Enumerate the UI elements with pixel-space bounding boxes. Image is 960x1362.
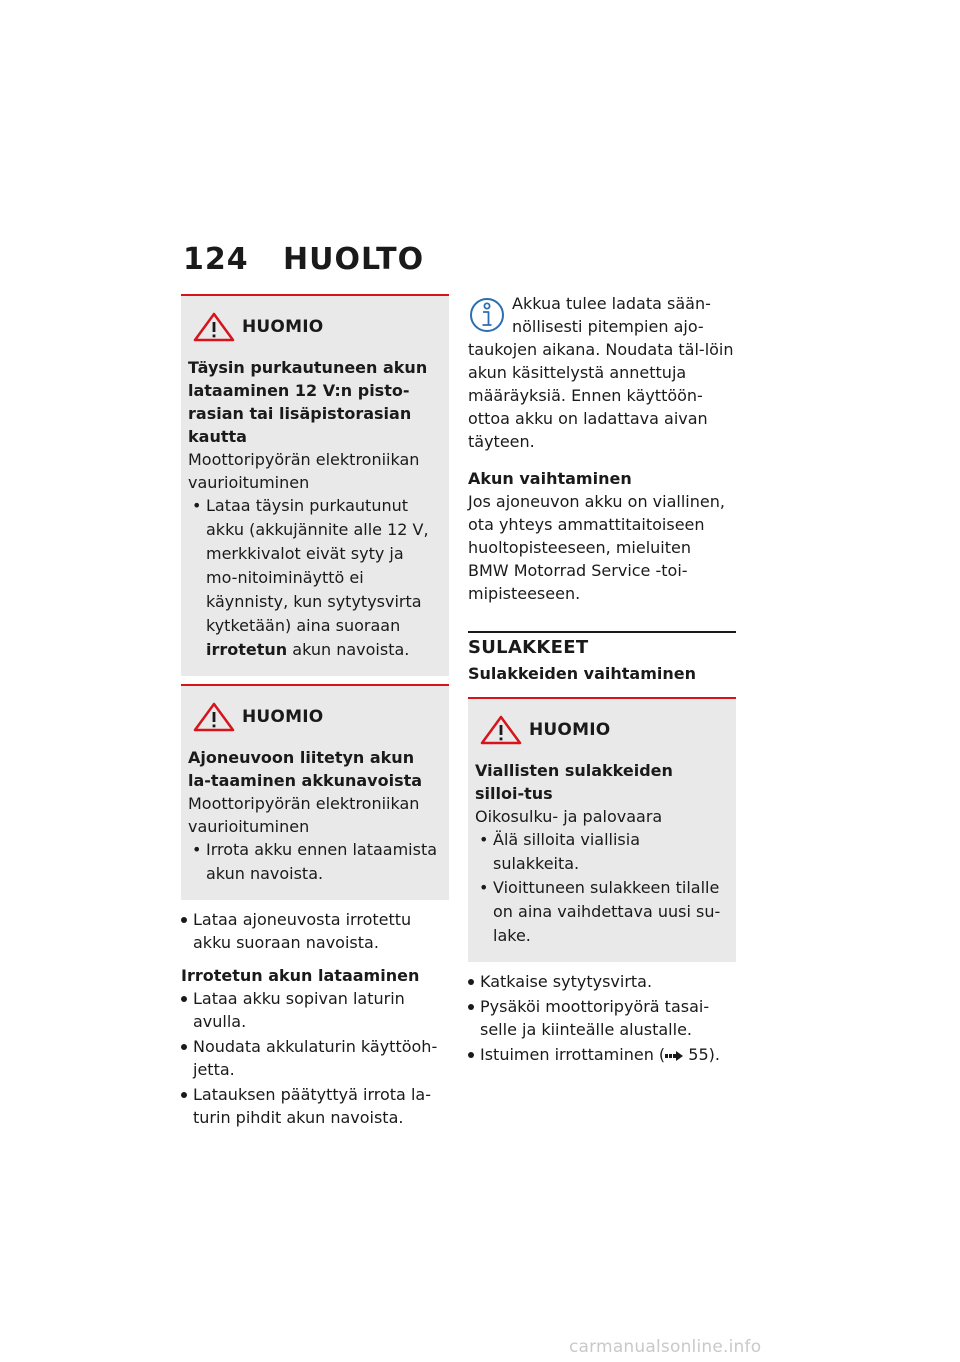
bullet-text: Lataa täysin purkautunut akku (akkujännite alle 12 V, merkkivalot eivät syty ja mo-nitoiminäyttö ei käynnisty, kun sytytysvirta kytketään) aina suoraan bbox=[206, 496, 429, 635]
section-divider bbox=[468, 631, 736, 683]
step-item: Latauksen päätyttyä irrota la-turin pihdit akun navoista. bbox=[181, 1083, 449, 1129]
step-text: Istuimen irrottaminen ( bbox=[480, 1045, 666, 1064]
notice-subject: Täysin purkautuneen akun lataaminen 12 V:n pisto-rasian tai lisäpistorasian kautta bbox=[188, 358, 428, 446]
notice-bullet: • Älä silloita viallisia sulakkeita. bbox=[475, 828, 727, 876]
right-column bbox=[468, 292, 736, 1068]
page-number: 124 bbox=[183, 242, 249, 277]
step-item: Lataa akku sopivan laturin avulla. bbox=[181, 987, 449, 1033]
paragraph: Jos ajoneuvon akku on viallinen, ota yhteys ammattitaitoiseen huoltopisteeseen, mieluiten BMW Motorrad Service -toi-mipisteeseen. bbox=[468, 492, 725, 603]
bullet-bold-text: irrotetun bbox=[206, 640, 288, 659]
step-item: Pysäköi moottoripyörä tasai-selle ja kiinteälle alustalle. bbox=[468, 995, 736, 1041]
notice-bullet: • Irrota akku ennen lataamista akun navoista. bbox=[188, 838, 440, 886]
notice-consequence: Moottoripyörän elektroniikan vaurioituminen bbox=[188, 794, 420, 836]
notice-consequence: Moottoripyörän elektroniikan vaurioituminen bbox=[188, 450, 420, 492]
page-reference-arrow-icon bbox=[665, 1051, 683, 1061]
section-title: SULAKKEET bbox=[468, 637, 589, 658]
info-paragraph bbox=[468, 292, 736, 453]
section-subtitle: Sulakkeiden vaihtaminen bbox=[468, 664, 696, 683]
notice-bullet-list bbox=[188, 838, 440, 886]
notice-bullet: • Vioittuneen sulakkeen tilalle on aina vaihdettava uusi su-lake. bbox=[475, 876, 727, 948]
step-item: Noudata akkulaturin käyttöoh-jetta. bbox=[181, 1035, 449, 1081]
chapter-title: HUOLTO bbox=[283, 242, 425, 277]
notice-header bbox=[475, 715, 727, 745]
notice-title: HUOMIO bbox=[242, 707, 324, 727]
notice-box-3 bbox=[468, 697, 736, 962]
info-icon bbox=[468, 294, 506, 336]
step-item: Katkaise sytytysvirta. bbox=[468, 970, 736, 993]
step-list bbox=[181, 987, 449, 1129]
notice-bullet bbox=[188, 494, 440, 662]
info-text: Akkua tulee ladata sään-nöllisesti pitempien ajo-taukojen aikana. Noudata täl-löin akun käsittelystä annettuja määräyksiä. Ennen käyttöön-ottoa akku on ladattava aivan täyteen. bbox=[468, 294, 734, 451]
page-reference-link[interactable]: 55 bbox=[688, 1045, 709, 1064]
notice-header bbox=[188, 702, 440, 732]
notice-box-2 bbox=[181, 684, 449, 900]
left-column bbox=[181, 294, 449, 1131]
step-item: Lataa ajoneuvosta irrotettu akku suoraan navoista. bbox=[181, 908, 449, 954]
warning-triangle-icon bbox=[192, 312, 236, 342]
subheading: Irrotetun akun lataaminen bbox=[181, 966, 420, 985]
page-header bbox=[183, 242, 424, 277]
warning-triangle-icon bbox=[192, 702, 236, 732]
step-list bbox=[468, 970, 736, 1066]
notice-subject: Ajoneuvoon liitetyn akun la-taaminen akkunavoista bbox=[188, 748, 423, 790]
step-text-end: ). bbox=[708, 1045, 720, 1064]
notice-consequence: Oikosulku- ja palovaara bbox=[475, 807, 663, 826]
bullet-text-end: akun navoista. bbox=[287, 640, 410, 659]
notice-bullet-list bbox=[188, 494, 440, 662]
notice-title: HUOMIO bbox=[242, 317, 324, 337]
notice-subject: Viallisten sulakkeiden silloi-tus bbox=[475, 761, 673, 803]
notice-title: HUOMIO bbox=[529, 720, 611, 740]
subheading: Akun vaihtaminen bbox=[468, 469, 632, 488]
watermark-footer: carmanualsonline.info bbox=[569, 1337, 762, 1357]
notice-box-1 bbox=[181, 294, 449, 676]
step-item-reference bbox=[468, 1043, 736, 1066]
step-list bbox=[181, 908, 449, 954]
warning-triangle-icon bbox=[479, 715, 523, 745]
notice-bullet-list bbox=[475, 828, 727, 948]
notice-header bbox=[188, 312, 440, 342]
